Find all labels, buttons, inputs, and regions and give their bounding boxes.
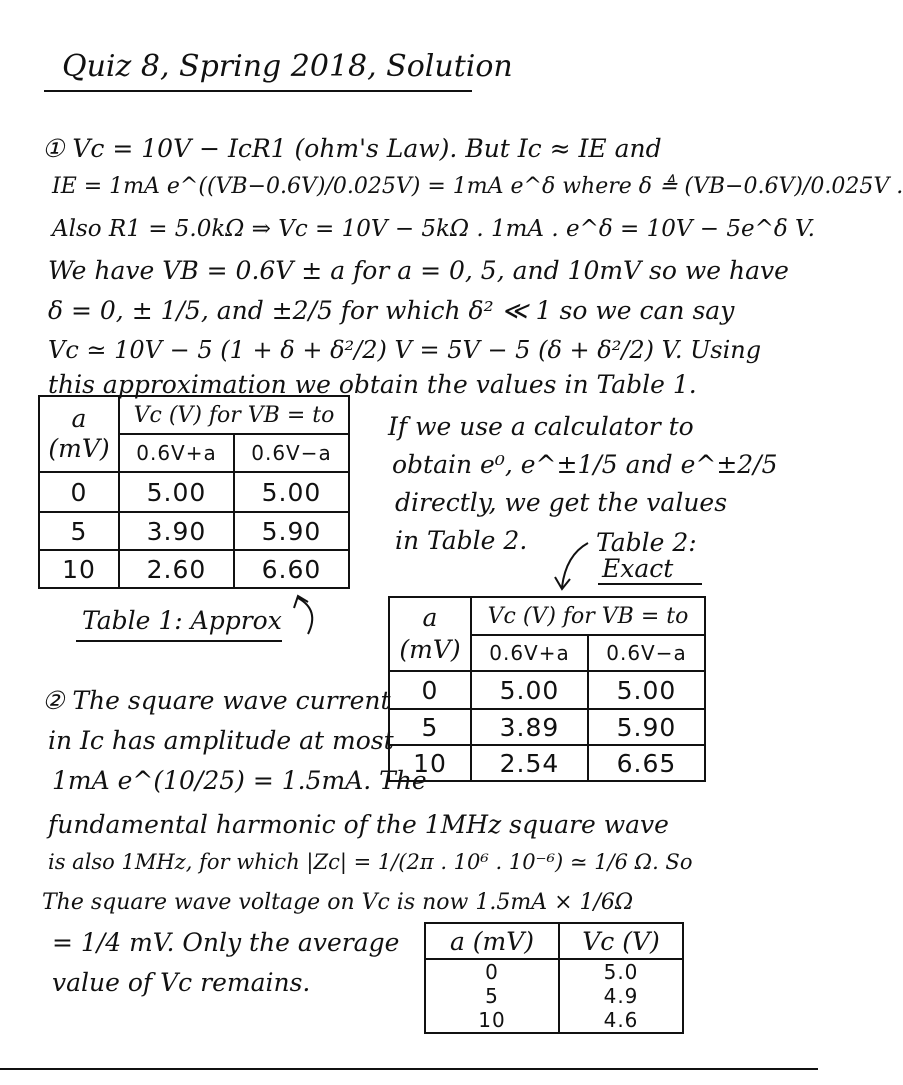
part2-line-1: ② The square wave current <box>42 686 391 715</box>
table-3 <box>424 922 684 1034</box>
part1-line-6: Vc ≃ 10V − 5 (1 + δ + δ²/2) V = 5V − 5 (δ + δ²/2) V. Using <box>48 336 762 364</box>
part1-line-5: δ = 0, ± 1/5, and ±2/5 for which δ² ≪ 1 so we can say <box>48 296 735 325</box>
page-title: Quiz 8, Spring 2018, Solution <box>62 49 513 84</box>
part2-line-8: value of Vc remains. <box>52 968 311 997</box>
part2-line-7: = 1/4 mV. Only the average <box>52 928 400 957</box>
part1-line-4: We have VB = 0.6V ± a for a = 0, 5, and 10mV so we have <box>48 256 789 285</box>
table-row: 10 2.54 6.65 <box>389 745 705 781</box>
table-2 <box>388 596 706 782</box>
table1-caption-underline <box>76 640 282 642</box>
side-note-line-2: obtain e⁰, e^±1/5 and e^±2/5 <box>392 450 778 479</box>
table-row: 10 2.60 6.60 <box>39 550 349 588</box>
page-bottom-line <box>0 1068 818 1070</box>
table3-col-a: a (mV) <box>425 923 559 959</box>
table2-sub-minus: 0.6V−a <box>588 635 705 671</box>
part2-line-2: in Ic has amplitude at most <box>48 726 394 755</box>
table2-label-underline <box>598 583 702 585</box>
table-row: 0 5.0 <box>425 959 683 984</box>
table1-sub-plus: 0.6V+a <box>119 434 234 472</box>
side-note-line-1: If we use a calculator to <box>388 412 694 441</box>
table-row: 5 4.9 <box>425 984 683 1008</box>
table2-col-vc: Vc (V) for VB = to <box>471 597 705 635</box>
part1-line-1: ① Vc = 10V − IcR1 (ohm's Law). But Ic ≈ IE and <box>42 134 662 163</box>
table2-col-a: a (mV) <box>389 597 471 671</box>
table-row: 0 5.00 5.00 <box>39 472 349 512</box>
table-1 <box>38 395 350 589</box>
table2-sub-plus: 0.6V+a <box>471 635 588 671</box>
side-note-line-3: directly, we get the values <box>395 488 728 517</box>
table1-arrow-icon <box>290 592 330 642</box>
part1-line-3: Also R1 = 5.0kΩ ⇒ Vc = 10V − 5kΩ . 1mA . e^δ = 10V − 5e^δ V. <box>52 216 815 242</box>
table2-label-exact: Exact <box>602 554 674 583</box>
part2-line-5: is also 1MHz, for which |Zc| = 1/(2π . 10⁶ . 10⁻⁶) ≃ 1/6 Ω. So <box>48 850 693 874</box>
table2-arrow-icon <box>548 535 608 595</box>
part1-line-7: this approximation we obtain the values in Table 1. <box>48 370 697 399</box>
table1-sub-minus: 0.6V−a <box>234 434 349 472</box>
table1-col-a: a (mV) <box>39 396 119 472</box>
title-underline <box>44 90 472 92</box>
table1-caption: Table 1: Approx <box>82 606 282 635</box>
table1-col-vc: Vc (V) for VB = to <box>119 396 349 434</box>
side-note-line-4: in Table 2. <box>395 526 528 555</box>
part2-line-6: The square wave voltage on Vc is now 1.5mA × 1/6Ω <box>42 890 634 915</box>
table-row: 0 5.00 5.00 <box>389 671 705 709</box>
table-row: 5 3.90 5.90 <box>39 512 349 550</box>
table2-label: Table 2: <box>596 528 697 557</box>
table-row: 5 3.89 5.90 <box>389 709 705 745</box>
part2-line-3: 1mA e^(10/25) = 1.5mA. The <box>52 766 427 795</box>
table3-col-vc: Vc (V) <box>559 923 683 959</box>
part1-line-2: IE = 1mA e^((VB−0.6V)/0.025V) = 1mA e^δ where δ ≜ (VB−0.6V)/0.025V . <box>52 174 903 199</box>
part2-line-4: fundamental harmonic of the 1MHz square wave <box>48 810 669 839</box>
table-row: 10 4.6 <box>425 1008 683 1033</box>
